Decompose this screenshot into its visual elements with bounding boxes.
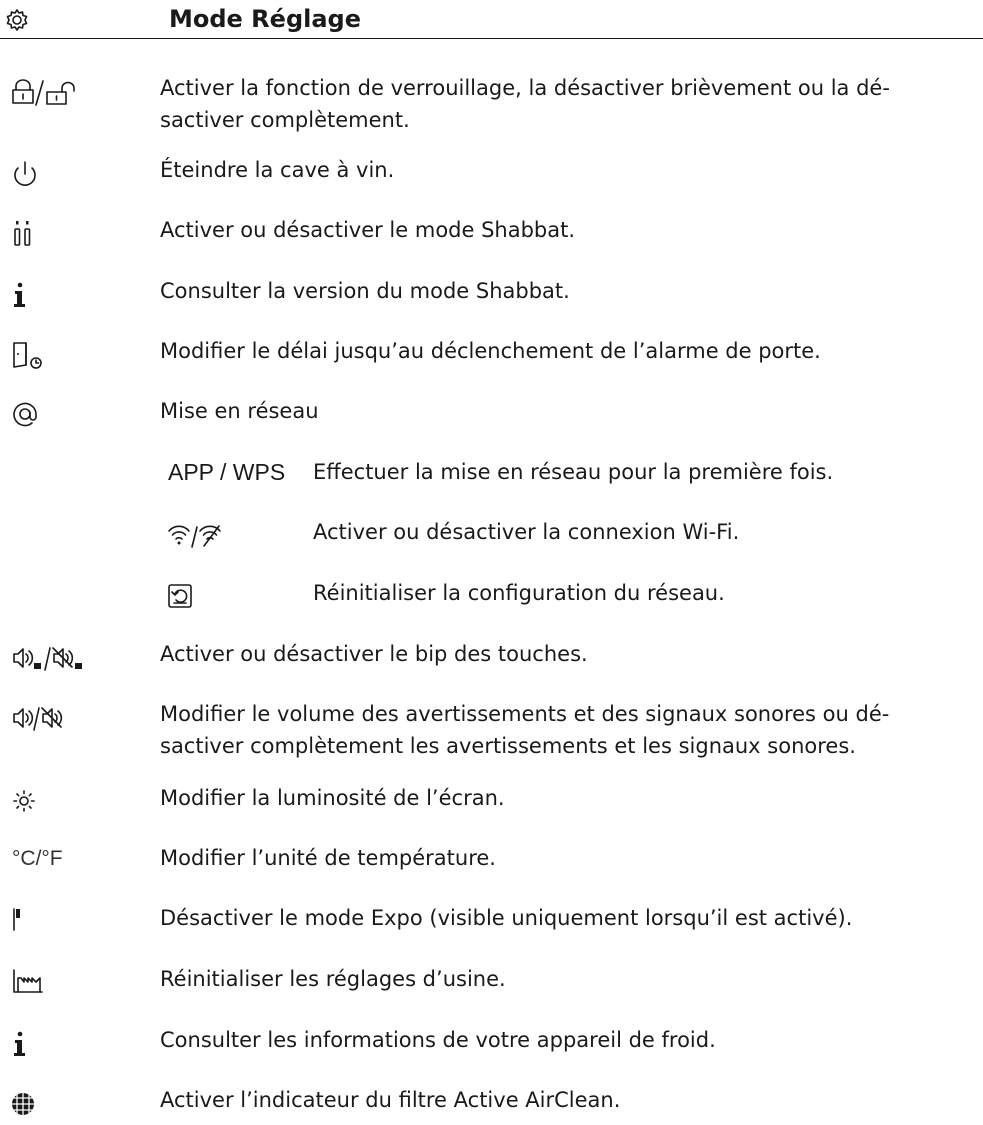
info-icon bbox=[12, 1030, 142, 1060]
row-description: Mise en réseau bbox=[160, 399, 319, 423]
info-icon bbox=[12, 281, 142, 311]
row-description: Activer la fonction de verrouillage, la désactiver brièvement ou la dé- sactiver complètement. bbox=[160, 76, 890, 132]
section-header bbox=[0, 0, 983, 39]
brightness-icon bbox=[12, 788, 142, 818]
power-icon bbox=[12, 160, 142, 190]
row-description: Éteindre la cave à vin. bbox=[160, 158, 395, 182]
network-reset-icon bbox=[168, 583, 298, 613]
network-icon bbox=[12, 401, 142, 431]
row-description: Activer l’indicateur du filtre Active AirClean. bbox=[160, 1088, 621, 1112]
key-sound-on-off-icon bbox=[12, 644, 142, 674]
factory-reset-icon bbox=[12, 969, 142, 999]
row-description: Réinitialiser les réglages d’usine. bbox=[160, 967, 506, 991]
row-description: Réinitialiser la configuration du réseau. bbox=[313, 581, 725, 605]
sabbath-candles-icon bbox=[12, 220, 142, 250]
lock-unlock-icon bbox=[12, 78, 142, 108]
row-description: Activer ou désactiver le mode Shabbat. bbox=[160, 218, 576, 242]
row-description: Effectuer la mise en réseau pour la première fois. bbox=[313, 460, 834, 484]
row-description: Modifier l’unité de température. bbox=[160, 846, 496, 870]
row-description: Modifier la luminosité de l’écran. bbox=[160, 786, 505, 810]
row-description: Activer ou désactiver le bip des touches. bbox=[160, 642, 588, 666]
wifi-on-off-icon bbox=[168, 522, 298, 552]
page-title: Mode Réglage bbox=[169, 5, 361, 33]
row-description: Désactiver le mode Expo (visible uniquement lorsqu’il est activé). bbox=[160, 906, 853, 930]
row-description: Activer ou désactiver la connexion Wi-Fi. bbox=[313, 520, 740, 544]
app-wps-label: APP / WPS bbox=[168, 459, 286, 485]
row-description: Modifier le délai jusqu’au déclenchement de l’alarme de porte. bbox=[160, 339, 821, 363]
gear-icon bbox=[4, 7, 30, 33]
expo-mode-icon bbox=[12, 908, 142, 938]
row-description: Consulter les informations de votre appareil de froid. bbox=[160, 1028, 716, 1052]
door-alarm-timer-icon bbox=[12, 341, 142, 371]
air-filter-icon bbox=[12, 1090, 142, 1120]
row-description: Modifier le volume des avertissements et des signaux sonores ou dé- sactiver complètement les avertissements et les signaux sonores. bbox=[160, 702, 890, 758]
temperature-unit-icon: °C/°F bbox=[12, 847, 63, 870]
sound-on-off-icon bbox=[12, 704, 142, 734]
row-description: Consulter la version du mode Shabbat. bbox=[160, 279, 570, 303]
